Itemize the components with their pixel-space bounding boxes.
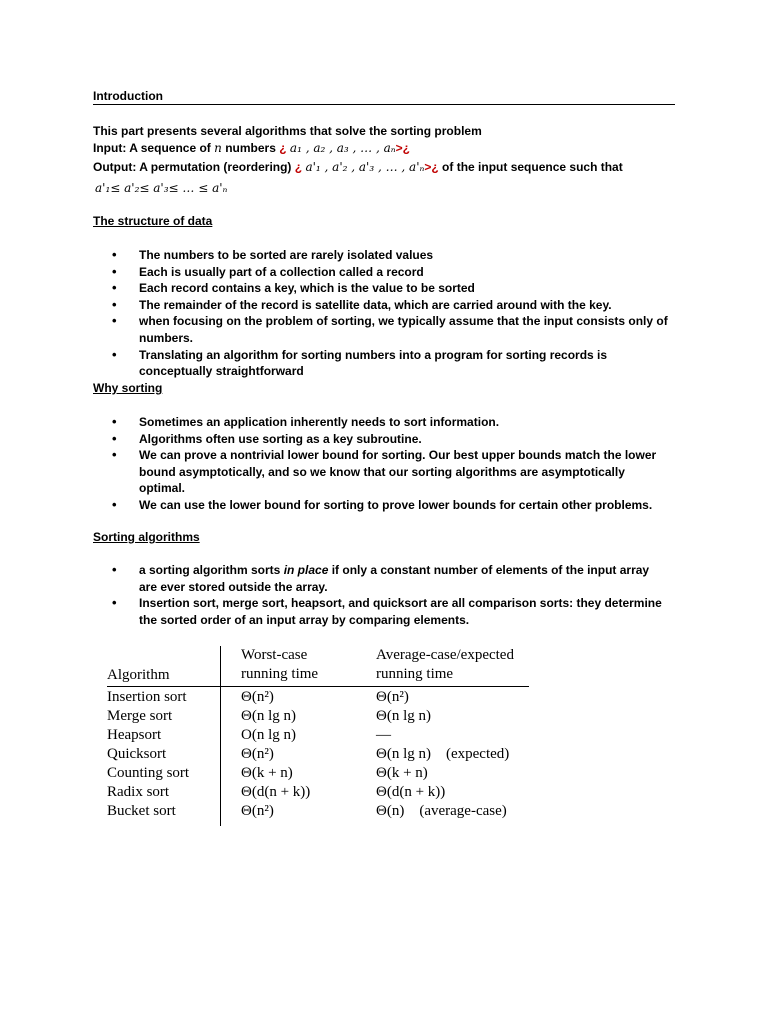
title-rule [93, 104, 675, 105]
cell-average: Θ(k + n) [376, 765, 428, 781]
input-label: Input: A sequence of [93, 141, 211, 155]
table-header-rule [107, 686, 529, 687]
cell-algorithm: Heapsort [107, 727, 162, 743]
list-item: • The numbers to be sorted are rarely isolated values [112, 247, 682, 264]
problem-statement: This part presents several algorithms that solve the sorting problem [93, 124, 482, 138]
cell-average: Θ(n²) [376, 689, 409, 705]
why-list [112, 414, 682, 514]
input-numbers: numbers [225, 141, 276, 155]
cell-average: Θ(n lg n) (expected) [376, 746, 510, 762]
output-open: ¿ [294, 160, 303, 174]
list-item: • when focusing on the problem of sorting, we typically assume that the input consists only of numbers. [112, 313, 682, 346]
cell-average: — [376, 727, 391, 743]
list-item: • Translating an algorithm for sorting numbers into a program for sorting records is conceptually straightforward [112, 347, 609, 380]
why-heading: Why sorting [93, 381, 163, 395]
cell-average: Θ(d(n + k)) [376, 784, 446, 800]
header-avg-2: running time [376, 666, 454, 682]
input-line [93, 140, 410, 156]
item-emphasis: in place [283, 563, 329, 577]
cell-algorithm: Radix sort [107, 784, 170, 800]
cell-worst: O(n lg n) [241, 727, 296, 743]
input-n: n [214, 141, 222, 155]
algorithms-heading: Sorting algorithms [93, 530, 200, 544]
cell-worst: Θ(d(n + k)) [241, 784, 311, 800]
cell-worst: Θ(n²) [241, 746, 274, 762]
inequality-expr: a'₁≤ a'₂≤ a'₃≤ … ≤ a'ₙ [95, 181, 228, 195]
cell-worst: Θ(n lg n) [241, 708, 296, 724]
header-algorithm: Algorithm [107, 667, 170, 683]
cell-algorithm: Insertion sort [107, 689, 187, 705]
output-sequence: a'₁ , a'₂ , a'₃ , … , a'ₙ [305, 160, 425, 174]
input-sequence: a₁ , a₂ , a₃ , … , aₙ [289, 141, 396, 155]
algorithms-list [112, 562, 682, 628]
input-close: >¿ [395, 141, 410, 155]
cell-algorithm: Merge sort [107, 708, 173, 724]
list-item: • Algorithms often use sorting as a key subroutine. [112, 431, 682, 448]
structure-heading: The structure of data [93, 214, 213, 228]
list-item: • Sometimes an application inherently needs to sort information. [112, 414, 682, 431]
header-worst-1: Worst-case [241, 647, 308, 663]
cell-algorithm: Bucket sort [107, 803, 176, 819]
header-worst-2: running time [241, 666, 319, 682]
cell-average: Θ(n lg n) [376, 708, 431, 724]
algorithm-table [107, 646, 547, 826]
cell-average: Θ(n) (average-case) [376, 803, 507, 819]
order-inequality [95, 180, 227, 196]
list-item: • We can prove a nontrivial lower bound for sorting. Our best upper bounds match the lower bound asymptotically, and so we know that our sorting algorithms are asymptotically optimal. [112, 447, 669, 497]
output-label: Output: A permutation (reordering) [93, 160, 292, 174]
list-item: • Each is usually part of a collection called a record [112, 264, 682, 281]
item-text: a sorting algorithm sorts [139, 563, 284, 577]
cell-algorithm: Quicksort [107, 746, 167, 762]
intro-title: Introduction [93, 89, 163, 103]
table-vertical-rule [220, 646, 221, 826]
output-close: >¿ [424, 160, 439, 174]
structure-list [112, 247, 682, 380]
list-item: • Insertion sort, merge sort, heapsort, and quicksort are all comparison sorts: they determine the sorted order of an input array by comparing elements. [112, 595, 669, 628]
item-text: if only a constant number of elements of the input array are ever stored outside the array. [139, 563, 650, 594]
cell-worst: Θ(k + n) [241, 765, 293, 781]
list-item: • Each record contains a key, which is the value to be sorted [112, 280, 682, 297]
input-open: ¿ [279, 141, 287, 155]
cell-worst: Θ(n²) [241, 803, 274, 819]
list-item: • We can use the lower bound for sorting to prove lower bounds for certain other problems. [112, 497, 682, 514]
output-line [93, 159, 623, 175]
list-item [112, 562, 659, 595]
list-item: • The remainder of the record is satellite data, which are carried around with the key. [112, 297, 682, 314]
output-rest: of the input sequence such that [442, 160, 623, 174]
cell-worst: Θ(n²) [241, 689, 274, 705]
header-avg-1: Average-case/expected [376, 647, 514, 663]
cell-algorithm: Counting sort [107, 765, 190, 781]
